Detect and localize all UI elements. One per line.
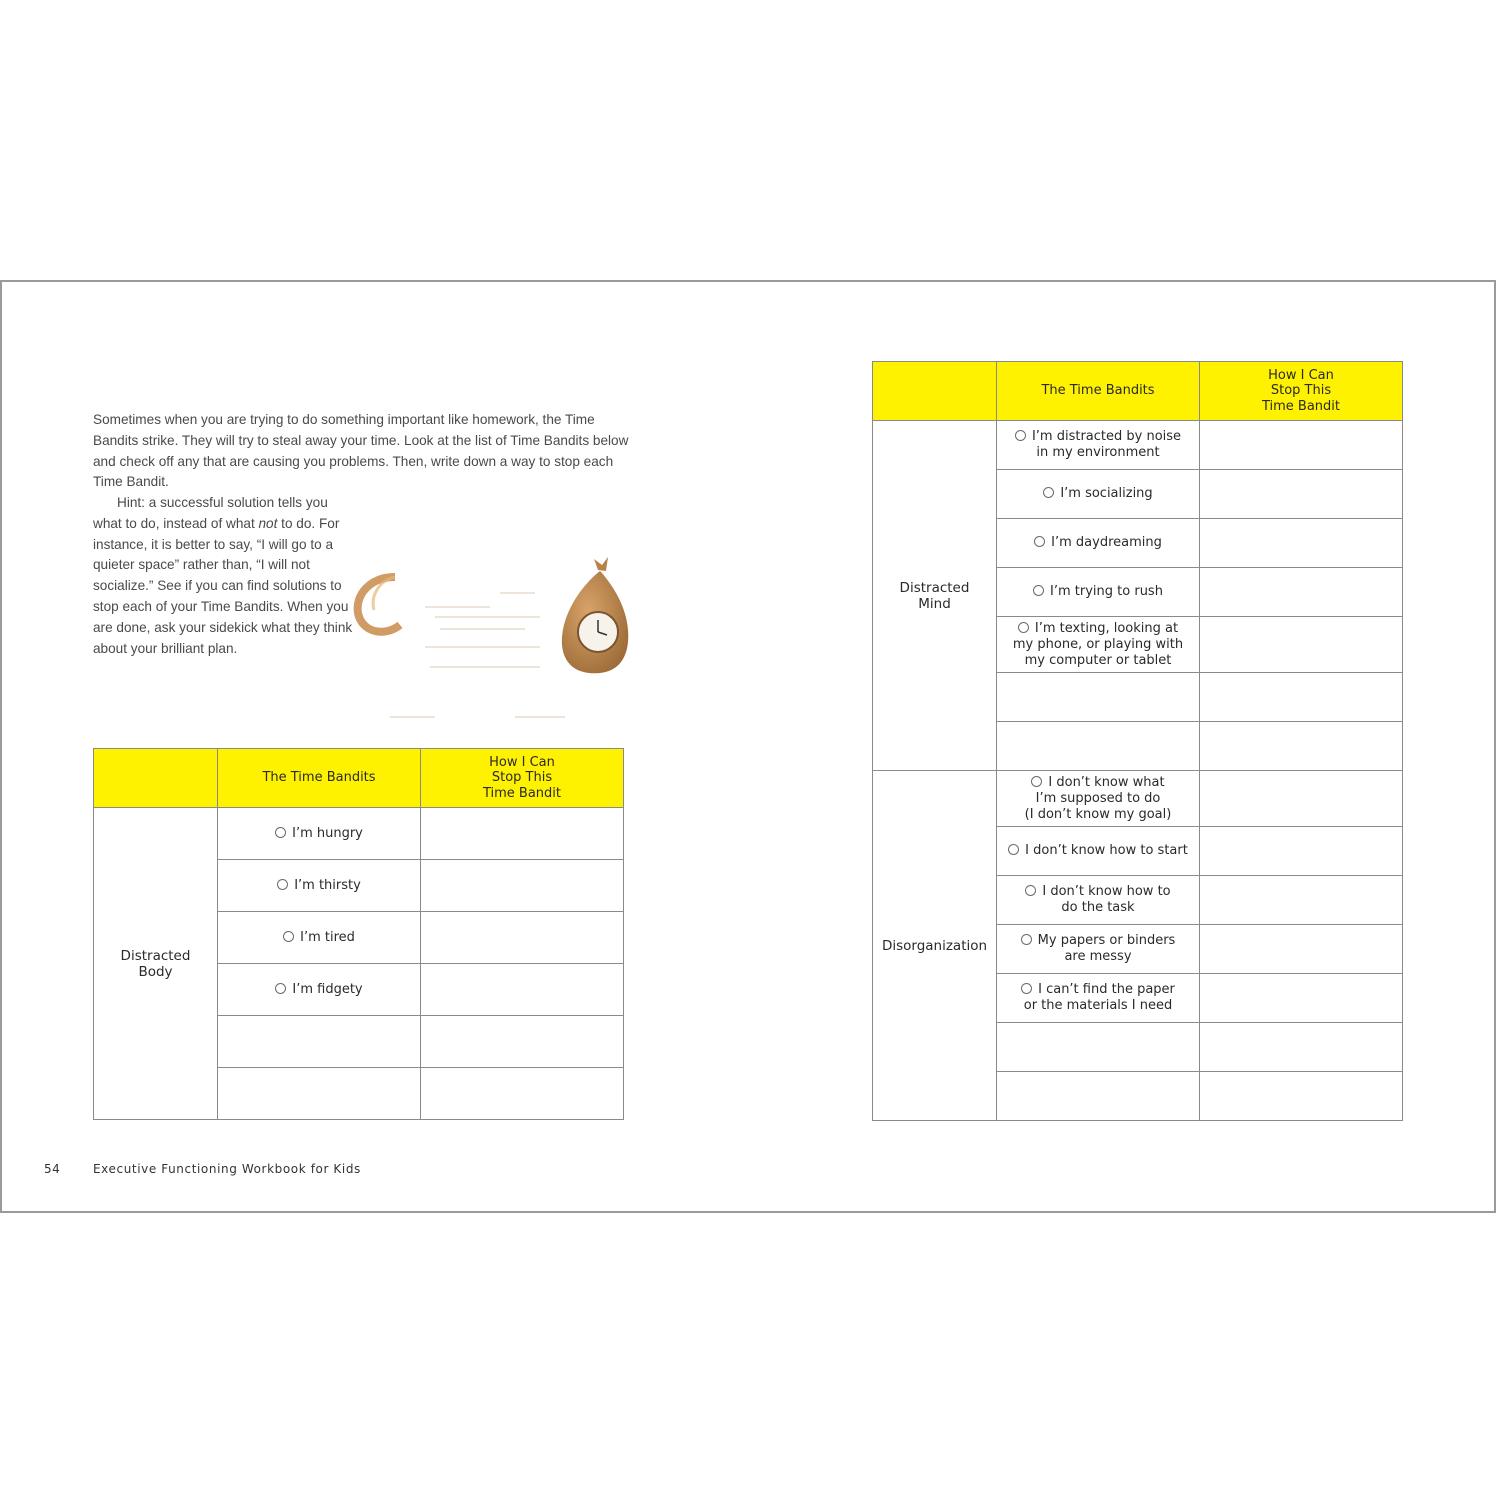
checkbox-circle[interactable] xyxy=(1043,487,1054,498)
category-distracted-mind: Distracted Mind xyxy=(873,421,997,771)
intro-text xyxy=(93,410,633,493)
empty-bandit-cell[interactable] xyxy=(218,1016,421,1068)
checkbox-circle[interactable] xyxy=(275,983,286,994)
bandit-item: I’m trying to rush xyxy=(997,568,1200,617)
right-bandits-table xyxy=(872,361,1403,1121)
checkbox-circle[interactable] xyxy=(277,879,288,890)
solution-cell[interactable] xyxy=(1200,421,1403,470)
solution-cell[interactable] xyxy=(421,964,624,1016)
empty-bandit-cell[interactable] xyxy=(218,1068,421,1120)
solution-cell[interactable] xyxy=(1200,722,1403,771)
solution-cell[interactable] xyxy=(1200,617,1403,673)
solution-cell[interactable] xyxy=(421,1016,624,1068)
bandit-item: I can’t find the paper or the materials I need xyxy=(997,974,1200,1023)
bandit-item: I’m daydreaming xyxy=(997,519,1200,568)
empty-bandit-cell[interactable] xyxy=(997,1072,1200,1121)
book-title: Executive Functioning Workbook for Kids xyxy=(93,1162,361,1176)
page-number: 54 xyxy=(44,1162,61,1176)
checkbox-circle[interactable] xyxy=(1021,983,1032,994)
bandits-header: The Time Bandits xyxy=(218,749,421,808)
stop-header: How I Can Stop This Time Bandit xyxy=(421,749,624,808)
solution-cell[interactable] xyxy=(421,860,624,912)
solution-cell[interactable] xyxy=(1200,876,1403,925)
bandit-item: My papers or binders are messy xyxy=(997,925,1200,974)
bandit-item: I’m hungry xyxy=(218,808,421,860)
checkbox-circle[interactable] xyxy=(1015,430,1026,441)
category-disorganization: Disorganization xyxy=(873,771,997,1121)
corner-header xyxy=(873,362,997,421)
bandit-item: I don’t know how to start xyxy=(997,827,1200,876)
left-bandits-table xyxy=(93,748,624,1120)
solution-cell[interactable] xyxy=(1200,1072,1403,1121)
hint-part-2: to do. For instance, it is better to say, “I will go to a quieter space” rather than, “I will not socialize.” See if you can find solutions to stop each of your Time Bandits. When you are done, ask your sidekick what they think about your brilliant plan. xyxy=(93,515,353,656)
bandit-item: I’m tired xyxy=(218,912,421,964)
stop-header: How I Can Stop This Time Bandit xyxy=(1200,362,1403,421)
hint-text xyxy=(93,493,355,659)
bandit-item: I’m texting, looking at my phone, or playing with my computer or tablet xyxy=(997,617,1200,673)
solution-cell[interactable] xyxy=(421,1068,624,1120)
checkbox-circle[interactable] xyxy=(1033,585,1044,596)
bandit-item: I don’t know how to do the task xyxy=(997,876,1200,925)
bandit-item: I’m distracted by noise in my environment xyxy=(997,421,1200,470)
checkbox-circle[interactable] xyxy=(283,931,294,942)
category-distracted-body: Distracted Body xyxy=(94,808,218,1120)
checkbox-circle[interactable] xyxy=(1008,844,1019,855)
bandit-item: I’m thirsty xyxy=(218,860,421,912)
checkbox-circle[interactable] xyxy=(1021,934,1032,945)
bandit-item: I’m socializing xyxy=(997,470,1200,519)
empty-bandit-cell[interactable] xyxy=(997,673,1200,722)
empty-bandit-cell[interactable] xyxy=(997,1023,1200,1072)
hint-emphasis: not xyxy=(258,515,278,531)
solution-cell[interactable] xyxy=(1200,827,1403,876)
solution-cell[interactable] xyxy=(1200,470,1403,519)
checkbox-circle[interactable] xyxy=(275,827,286,838)
hint-part-1: Hint: a successful solution tells you what to do, instead of what xyxy=(93,495,328,531)
empty-bandit-cell[interactable] xyxy=(997,722,1200,771)
solution-cell[interactable] xyxy=(1200,673,1403,722)
solution-cell[interactable] xyxy=(1200,771,1403,827)
solution-cell[interactable] xyxy=(1200,925,1403,974)
solution-cell[interactable] xyxy=(421,912,624,964)
bandits-header: The Time Bandits xyxy=(997,362,1200,421)
intro-paragraph: Sometimes when you are trying to do something important like homework, the Time Bandits strike. They will try to steal away your time. Look at the list of Time Bandits below and check off any that are causing you problems. Then, write down a way to stop each Time Bandit. xyxy=(93,412,629,490)
solution-cell[interactable] xyxy=(1200,974,1403,1023)
checkbox-circle[interactable] xyxy=(1031,776,1042,787)
solution-cell[interactable] xyxy=(1200,1023,1403,1072)
solution-cell[interactable] xyxy=(1200,519,1403,568)
checkbox-circle[interactable] xyxy=(1018,622,1029,633)
solution-cell[interactable] xyxy=(1200,568,1403,617)
bandit-item: I’m fidgety xyxy=(218,964,421,1016)
checkbox-circle[interactable] xyxy=(1034,536,1045,547)
solution-cell[interactable] xyxy=(421,808,624,860)
checkbox-circle[interactable] xyxy=(1025,885,1036,896)
bandit-item: I don’t know what I’m supposed to do (I don’t know my goal) xyxy=(997,771,1200,827)
hint-paragraph xyxy=(93,493,355,659)
time-bandit-illustration xyxy=(350,555,640,730)
corner-header xyxy=(94,749,218,808)
